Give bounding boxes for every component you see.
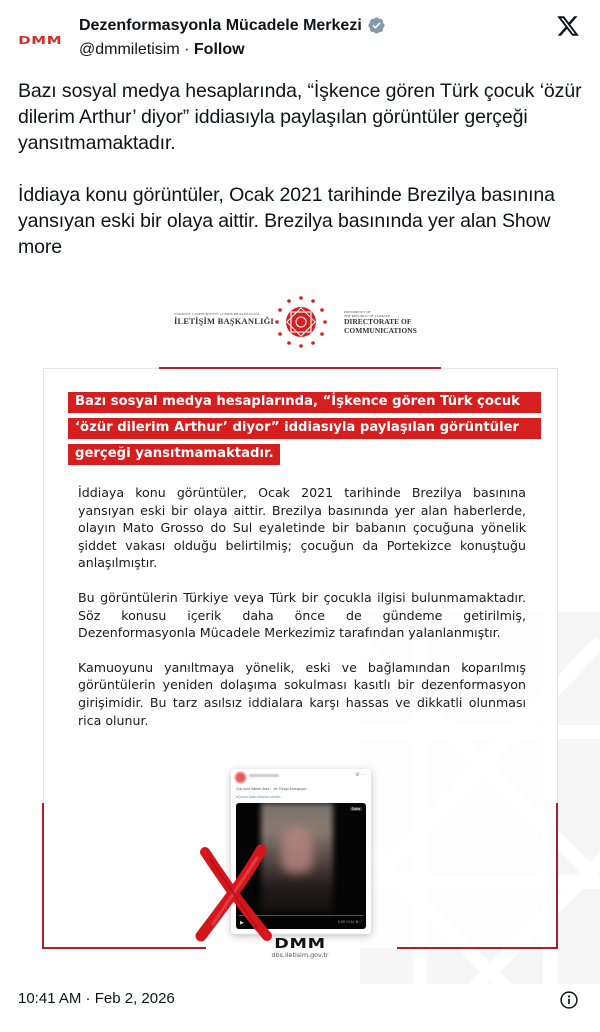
brand-right [344,310,417,335]
brand-right-title-1: DIRECTORATE OF [344,317,412,326]
brand-left-title: İLETİŞİM BAŞKANLIĞI [174,316,274,326]
red-cross-mark-icon [195,844,273,942]
embedded-text-line: #Çocuk Allah belanızı versin... [236,795,283,799]
avatar-logo-text: DMM [18,33,62,47]
name-row [79,16,386,35]
embedded-avatar [235,772,246,783]
frame-bottom-left-accent [42,947,206,949]
frame-bottom-right-accent [397,947,558,949]
embedded-more-icon: ⚙ ··· [355,772,366,778]
tweet-paragraph-2-text: İddiaya konu görüntüler, Ocak 2021 tarihinde Brezilya basınına yansıyan eski bir olaya aittir. Brezilya basınında yer alan [18,184,555,232]
info-icon[interactable] [559,990,579,1010]
brand-right-subtitle-2: THE REPUBLIC OF TÜRKİYE [344,314,391,318]
blurred-figure [281,828,313,873]
handle[interactable]: @dmmiletisim [79,41,180,58]
statement-paragraph: Bu görüntülerin Türkiye veya Türk bir çocukla ilgisi bulunmamaktadır. Söz konusu içerik daha önce de gündeme getirilmiş, Dezenformasyonla Mücadele Merkezimiz tarafından yalanlanmıştır. [78,589,526,641]
frame-left-accent [42,803,44,949]
video-time: 0:00 / 0:14 ⚙ ⛶ [337,920,362,924]
embedded-text-line: Çok özür dilerim Artur... Ve Türkçe konuşuyor... [236,787,309,791]
emblem-icon [273,294,329,350]
follow-button[interactable]: Follow [193,41,245,58]
headline-line: gerçeği yansıtmamaktadır. [68,444,280,465]
statement-body [78,484,526,746]
tweet-timestamp[interactable]: 10:41 AM · Feb 2, 2026 [18,990,175,1007]
avatar[interactable] [14,18,66,62]
show-more-link[interactable]: Show more [18,210,551,258]
verified-badge-icon [367,16,386,35]
tweet-paragraph-1: Bazı sosyal medya hesaplarında, “İşkence gören Türk çocuk ‘özür dilerim Arthur’ diyor” iddiasıyla paylaşılan görüntüler gerçeği yansıtmamaktadır. [18,80,582,154]
statement-paragraph: İddiaya konu görüntüler, Ocak 2021 tarihinde Brezilya basınına yansıyan eski bir olaya aittir. Brezilya basınında yer alan haberlerde, olayın Mato Grosso do Sul eyaletinde bir babanın çocuğuna yönelik şiddet vakası olduğu belirtilmiş; çocuğun da Portekizce konuştuğu anlaşılmıştır. [78,485,526,571]
embedded-name-blurred [249,774,279,777]
frame-top-accent [159,367,441,369]
tweet-header [0,0,600,70]
brand-left-subtitle: TÜRKİYE CUMHURİYETİ CUMHURBAŞKANLIĞI [174,312,260,316]
display-name[interactable]: Dezenformasyonla Mücadele Merkezi [79,16,362,34]
brand-right-subtitle-1: PRESIDENCY OF [344,310,371,314]
headline-line: Bazı sosyal medya hesaplarında, “İşkence gören Türk çocuk [68,392,541,413]
separator: · [179,41,194,58]
dmm-footer-logo: DMM [274,937,326,952]
handle-row [79,41,245,59]
statement-paragraph: Kamuoyunu yanıltmaya yönelik, eski ve bağlamından koparılmış görüntülerin yeniden dolaşıma sokulması kasıtlı bir dezenformasyon girişimidir. Bu tarz asılsız iddialara karşı hassas ve dikkatli olunması rica olunur. [78,659,526,728]
dmm-footer-url: dbs.iletisim.gov.tr [271,951,329,959]
statement-headline [68,392,543,470]
headline-line: ‘özür dilerim Arthur’ diyor” iddiasıyla paylaşılan görüntüler [68,418,541,439]
tweet-text [18,78,588,260]
tweet-media-image[interactable] [0,272,600,984]
brand-left [174,312,274,326]
play-icon: ▶ [240,920,244,926]
tweet-paragraph-2 [18,182,588,260]
embedded-video-badge: Daha [351,807,360,811]
frame-right-accent [556,803,558,949]
brand-right-title-2: COMMUNICATIONS [344,325,417,335]
brand-header [160,290,440,360]
x-logo-icon[interactable] [555,14,581,38]
